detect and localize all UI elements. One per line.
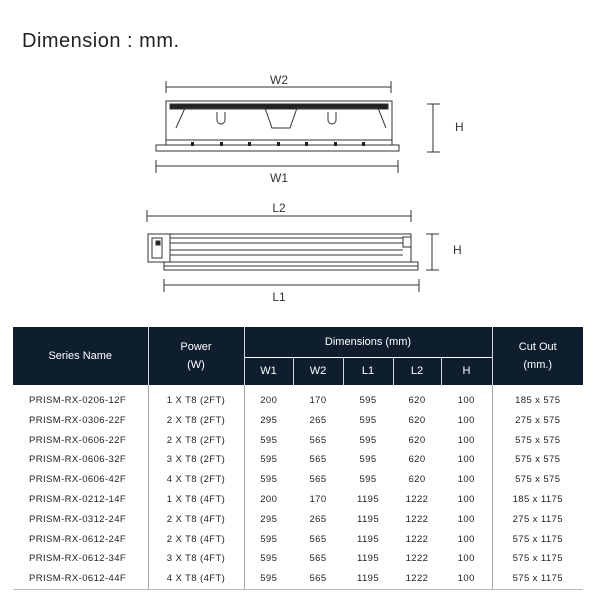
w2-label: W2 xyxy=(270,73,288,87)
w2-cell: 565 xyxy=(309,474,327,486)
header-power-line1: Power xyxy=(180,340,212,353)
table-row xyxy=(13,490,583,510)
w1-cell: 200 xyxy=(260,395,278,406)
header-w2: W2 xyxy=(293,357,343,385)
header-series-name: Series Name xyxy=(13,327,148,385)
cutout-cell: 575 x 575 xyxy=(515,434,561,446)
h-cell: 100 xyxy=(441,549,492,569)
h-cell: 100 xyxy=(441,569,492,589)
cutout-cell: 185 x 1175 xyxy=(512,494,563,506)
h-cell: 100 xyxy=(441,411,492,431)
w1-cell: 595 xyxy=(260,474,278,486)
table-row xyxy=(13,509,583,529)
table-row xyxy=(13,385,583,411)
w2-cell: 565 xyxy=(309,533,327,545)
table-row xyxy=(13,549,583,569)
w2-cell: 170 xyxy=(309,494,327,506)
header-l2: L2 xyxy=(393,357,441,385)
specification-table xyxy=(13,327,583,590)
l2-cell: 1222 xyxy=(393,569,441,589)
series-cell: PRISM-RX-0606-42F xyxy=(13,470,148,490)
series-cell: PRISM-RX-0312-24F xyxy=(13,509,148,529)
l1-cell: 1195 xyxy=(356,513,380,525)
l2-label: L2 xyxy=(272,201,286,215)
h-cell: 100 xyxy=(441,450,492,470)
l1-cell: 1195 xyxy=(356,533,380,545)
series-cell: PRISM-RX-0606-22F xyxy=(13,430,148,450)
series-cell: PRISM-RX-0612-24F xyxy=(13,529,148,549)
cutout-cell: 575 x 1175 xyxy=(512,533,563,545)
l1-label: L1 xyxy=(272,290,286,304)
h-cell: 100 xyxy=(441,385,492,411)
table-row xyxy=(13,430,583,450)
l2-cell: 620 xyxy=(408,434,426,446)
cutout-cell: 575 x 575 xyxy=(515,454,561,466)
series-cell: PRISM-RX-0606-32F xyxy=(13,450,148,470)
h-cell: 100 xyxy=(441,470,492,490)
cutout-cell: 575 x 1175 xyxy=(512,553,563,565)
table-row xyxy=(13,529,583,549)
header-power xyxy=(148,327,244,385)
table-row xyxy=(13,569,583,589)
series-cell: PRISM-RX-0306-22F xyxy=(13,411,148,431)
table-row xyxy=(13,411,583,431)
header-cutout-line1: Cut Out xyxy=(518,340,557,353)
power-cell: 2 X T8 (4FT) xyxy=(148,529,244,549)
l1-cell: 1195 xyxy=(356,494,380,506)
page-title: Dimension : mm. xyxy=(22,30,180,52)
cutout-cell: 575 x 1175 xyxy=(492,569,583,589)
power-cell: 4 X T8 (4FT) xyxy=(148,569,244,589)
cutout-cell: 275 x 1175 xyxy=(512,513,563,525)
header-h: H xyxy=(441,357,492,385)
series-cell: PRISM-RX-0206-12F xyxy=(13,385,148,411)
w2-cell: 170 xyxy=(309,395,327,406)
l1-cell: 595 xyxy=(359,414,377,426)
header-dimensions: Dimensions (mm) xyxy=(244,327,492,357)
h-cell: 100 xyxy=(441,430,492,450)
front-view xyxy=(156,81,440,173)
w2-cell: 265 xyxy=(309,414,327,426)
l1-cell: 595 xyxy=(359,434,377,446)
l2-cell: 620 xyxy=(408,474,426,486)
l2-cell: 620 xyxy=(408,454,426,466)
h-cell: 100 xyxy=(441,529,492,549)
w1-cell: 595 xyxy=(244,569,293,589)
w2-cell: 565 xyxy=(309,434,327,446)
w1-cell: 595 xyxy=(260,553,278,565)
w2-cell: 565 xyxy=(293,569,343,589)
w1-label: W1 xyxy=(270,171,288,185)
w2-cell: 565 xyxy=(309,454,327,466)
power-cell: 2 X T8 (2FT) xyxy=(148,411,244,431)
l1-cell: 1195 xyxy=(343,569,393,589)
power-cell: 2 X T8 (4FT) xyxy=(148,509,244,529)
w1-cell: 595 xyxy=(260,533,278,545)
h-cell: 100 xyxy=(441,509,492,529)
l2-cell: 1222 xyxy=(405,494,429,506)
power-cell: 1 X T8 (4FT) xyxy=(148,490,244,510)
l2-cell: 1222 xyxy=(405,533,429,545)
series-cell: PRISM-RX-0612-44F xyxy=(13,569,148,589)
l2-cell: 1222 xyxy=(405,513,429,525)
w1-cell: 595 xyxy=(260,434,278,446)
power-cell: 3 X T8 (2FT) xyxy=(148,450,244,470)
w1-cell: 295 xyxy=(260,414,278,426)
cutout-cell: 275 x 575 xyxy=(515,414,561,426)
h-cell: 100 xyxy=(441,490,492,510)
power-cell: 4 X T8 (2FT) xyxy=(148,470,244,490)
series-cell: PRISM-RX-0212-14F xyxy=(13,490,148,510)
h-label-front: H xyxy=(455,120,464,134)
power-cell: 2 X T8 (2FT) xyxy=(148,430,244,450)
w1-cell: 200 xyxy=(260,494,278,506)
power-cell: 3 X T8 (4FT) xyxy=(148,549,244,569)
w1-cell: 595 xyxy=(260,454,278,466)
header-w1: W1 xyxy=(244,357,293,385)
header-cutout-line2: (mm.) xyxy=(523,358,553,371)
header-cutout xyxy=(492,327,583,385)
l1-cell: 595 xyxy=(359,395,377,406)
cutout-cell: 575 x 575 xyxy=(515,474,561,486)
l1-cell: 1195 xyxy=(356,553,380,565)
w2-cell: 565 xyxy=(309,553,327,565)
l2-cell: 620 xyxy=(408,395,426,406)
header-l1: L1 xyxy=(343,357,393,385)
series-cell: PRISM-RX-0612-34F xyxy=(13,549,148,569)
l2-cell: 620 xyxy=(408,414,426,426)
h-label-side: H xyxy=(453,243,462,257)
w1-cell: 295 xyxy=(260,513,278,525)
cutout-cell: 185 x 575 xyxy=(515,395,561,406)
header-power-line2: (W) xyxy=(187,358,205,371)
side-view xyxy=(147,210,439,292)
table-row xyxy=(13,450,583,470)
table-row xyxy=(13,470,583,490)
l2-cell: 1222 xyxy=(405,553,429,565)
power-cell: 1 X T8 (2FT) xyxy=(148,385,244,411)
l1-cell: 595 xyxy=(359,454,377,466)
l1-cell: 595 xyxy=(359,474,377,486)
w2-cell: 265 xyxy=(309,513,327,525)
